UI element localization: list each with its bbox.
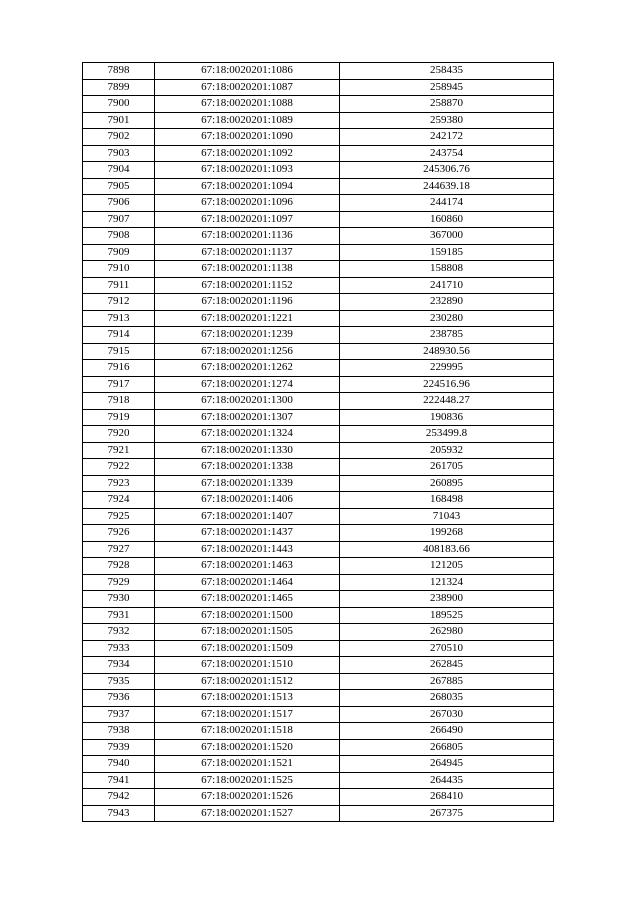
row-number-cell: 7940 [83, 756, 155, 773]
cadastral-value-cell: 238900 [340, 591, 554, 608]
row-number-cell: 7907 [83, 211, 155, 228]
cadastral-value-cell: 248930.56 [340, 343, 554, 360]
cadastral-value-cell: 159185 [340, 244, 554, 261]
cadastral-value-cell: 205932 [340, 442, 554, 459]
cadastral-value-cell: 258870 [340, 96, 554, 113]
cadastral-number-cell: 67:18:0020201:1338 [155, 459, 340, 476]
cadastral-value-cell: 259380 [340, 112, 554, 129]
cadastral-value-cell: 121324 [340, 574, 554, 591]
row-number-cell: 7923 [83, 475, 155, 492]
table-row [83, 723, 554, 740]
cadastral-value-cell: 243754 [340, 145, 554, 162]
cadastral-number-cell: 67:18:0020201:1221 [155, 310, 340, 327]
cadastral-value-cell: 222448.27 [340, 393, 554, 410]
table-row [83, 558, 554, 575]
cadastral-number-cell: 67:18:0020201:1152 [155, 277, 340, 294]
cadastral-number-cell: 67:18:0020201:1526 [155, 789, 340, 806]
table-row [83, 541, 554, 558]
table-row [83, 96, 554, 113]
table-row [83, 393, 554, 410]
table-row [83, 162, 554, 179]
row-number-cell: 7932 [83, 624, 155, 641]
cadastral-number-cell: 67:18:0020201:1437 [155, 525, 340, 542]
cadastral-value-cell: 260895 [340, 475, 554, 492]
cadastral-value-cell: 189525 [340, 607, 554, 624]
table-row [83, 640, 554, 657]
cadastral-number-cell: 67:18:0020201:1465 [155, 591, 340, 608]
row-number-cell: 7900 [83, 96, 155, 113]
row-number-cell: 7930 [83, 591, 155, 608]
cadastral-value-cell: 71043 [340, 508, 554, 525]
cadastral-number-cell: 67:18:0020201:1339 [155, 475, 340, 492]
row-number-cell: 7909 [83, 244, 155, 261]
cadastral-value-cell: 267885 [340, 673, 554, 690]
cadastral-value-table [82, 62, 554, 822]
cadastral-value-cell: 253499.8 [340, 426, 554, 443]
cadastral-number-cell: 67:18:0020201:1518 [155, 723, 340, 740]
row-number-cell: 7913 [83, 310, 155, 327]
table-row [83, 63, 554, 80]
table-row [83, 772, 554, 789]
cadastral-number-cell: 67:18:0020201:1196 [155, 294, 340, 311]
cadastral-value-cell: 241710 [340, 277, 554, 294]
row-number-cell: 7938 [83, 723, 155, 740]
table-row [83, 244, 554, 261]
cadastral-value-cell: 267030 [340, 706, 554, 723]
cadastral-number-cell: 67:18:0020201:1256 [155, 343, 340, 360]
row-number-cell: 7912 [83, 294, 155, 311]
cadastral-number-cell: 67:18:0020201:1510 [155, 657, 340, 674]
table-row [83, 459, 554, 476]
cadastral-number-cell: 67:18:0020201:1443 [155, 541, 340, 558]
cadastral-number-cell: 67:18:0020201:1512 [155, 673, 340, 690]
row-number-cell: 7924 [83, 492, 155, 509]
cadastral-number-cell: 67:18:0020201:1089 [155, 112, 340, 129]
row-number-cell: 7898 [83, 63, 155, 80]
cadastral-value-cell: 242172 [340, 129, 554, 146]
cadastral-number-cell: 67:18:0020201:1505 [155, 624, 340, 641]
table-row [83, 805, 554, 822]
row-number-cell: 7915 [83, 343, 155, 360]
cadastral-number-cell: 67:18:0020201:1330 [155, 442, 340, 459]
cadastral-value-cell: 258945 [340, 79, 554, 96]
cadastral-number-cell: 67:18:0020201:1088 [155, 96, 340, 113]
cadastral-number-cell: 67:18:0020201:1407 [155, 508, 340, 525]
cadastral-value-cell: 266805 [340, 739, 554, 756]
table-row [83, 129, 554, 146]
row-number-cell: 7918 [83, 393, 155, 410]
cadastral-number-cell: 67:18:0020201:1094 [155, 178, 340, 195]
cadastral-number-cell: 67:18:0020201:1463 [155, 558, 340, 575]
table-row [83, 607, 554, 624]
table-row [83, 739, 554, 756]
table-row [83, 261, 554, 278]
table-row [83, 228, 554, 245]
row-number-cell: 7899 [83, 79, 155, 96]
row-number-cell: 7942 [83, 789, 155, 806]
table-row [83, 442, 554, 459]
cadastral-value-cell: 408183.66 [340, 541, 554, 558]
table-row [83, 195, 554, 212]
row-number-cell: 7927 [83, 541, 155, 558]
cadastral-number-cell: 67:18:0020201:1086 [155, 63, 340, 80]
table-row [83, 277, 554, 294]
cadastral-value-cell: 168498 [340, 492, 554, 509]
table-row [83, 508, 554, 525]
table-body [83, 63, 554, 822]
cadastral-value-cell: 245306.76 [340, 162, 554, 179]
cadastral-value-cell: 229995 [340, 360, 554, 377]
row-number-cell: 7917 [83, 376, 155, 393]
row-number-cell: 7921 [83, 442, 155, 459]
row-number-cell: 7908 [83, 228, 155, 245]
table-row [83, 211, 554, 228]
row-number-cell: 7939 [83, 739, 155, 756]
cadastral-value-cell: 266490 [340, 723, 554, 740]
cadastral-value-cell: 232890 [340, 294, 554, 311]
row-number-cell: 7919 [83, 409, 155, 426]
cadastral-number-cell: 67:18:0020201:1300 [155, 393, 340, 410]
cadastral-number-cell: 67:18:0020201:1324 [155, 426, 340, 443]
row-number-cell: 7941 [83, 772, 155, 789]
cadastral-value-cell: 244174 [340, 195, 554, 212]
row-number-cell: 7943 [83, 805, 155, 822]
cadastral-number-cell: 67:18:0020201:1527 [155, 805, 340, 822]
cadastral-number-cell: 67:18:0020201:1137 [155, 244, 340, 261]
row-number-cell: 7903 [83, 145, 155, 162]
row-number-cell: 7928 [83, 558, 155, 575]
cadastral-number-cell: 67:18:0020201:1521 [155, 756, 340, 773]
table-row [83, 327, 554, 344]
table-row [83, 426, 554, 443]
cadastral-number-cell: 67:18:0020201:1509 [155, 640, 340, 657]
cadastral-number-cell: 67:18:0020201:1406 [155, 492, 340, 509]
table-row [83, 574, 554, 591]
row-number-cell: 7901 [83, 112, 155, 129]
cadastral-number-cell: 67:18:0020201:1097 [155, 211, 340, 228]
table-row [83, 112, 554, 129]
table-row [83, 657, 554, 674]
row-number-cell: 7931 [83, 607, 155, 624]
cadastral-number-cell: 67:18:0020201:1092 [155, 145, 340, 162]
table-row [83, 475, 554, 492]
cadastral-number-cell: 67:18:0020201:1090 [155, 129, 340, 146]
cadastral-value-cell: 224516.96 [340, 376, 554, 393]
table-row [83, 706, 554, 723]
cadastral-value-cell: 262845 [340, 657, 554, 674]
row-number-cell: 7935 [83, 673, 155, 690]
row-number-cell: 7911 [83, 277, 155, 294]
cadastral-value-cell: 199268 [340, 525, 554, 542]
cadastral-value-cell: 264435 [340, 772, 554, 789]
cadastral-value-cell: 262980 [340, 624, 554, 641]
cadastral-number-cell: 67:18:0020201:1517 [155, 706, 340, 723]
table-row [83, 178, 554, 195]
table-row [83, 343, 554, 360]
row-number-cell: 7905 [83, 178, 155, 195]
cadastral-value-cell: 261705 [340, 459, 554, 476]
row-number-cell: 7934 [83, 657, 155, 674]
table-row [83, 690, 554, 707]
cadastral-number-cell: 67:18:0020201:1096 [155, 195, 340, 212]
cadastral-value-cell: 230280 [340, 310, 554, 327]
cadastral-number-cell: 67:18:0020201:1093 [155, 162, 340, 179]
table-row [83, 145, 554, 162]
cadastral-value-cell: 268035 [340, 690, 554, 707]
row-number-cell: 7926 [83, 525, 155, 542]
row-number-cell: 7920 [83, 426, 155, 443]
row-number-cell: 7937 [83, 706, 155, 723]
table-row [83, 79, 554, 96]
cadastral-value-cell: 121205 [340, 558, 554, 575]
cadastral-number-cell: 67:18:0020201:1239 [155, 327, 340, 344]
row-number-cell: 7916 [83, 360, 155, 377]
cadastral-number-cell: 67:18:0020201:1525 [155, 772, 340, 789]
row-number-cell: 7910 [83, 261, 155, 278]
cadastral-number-cell: 67:18:0020201:1087 [155, 79, 340, 96]
cadastral-value-cell: 238785 [340, 327, 554, 344]
cadastral-value-cell: 258435 [340, 63, 554, 80]
cadastral-value-cell: 160860 [340, 211, 554, 228]
cadastral-number-cell: 67:18:0020201:1500 [155, 607, 340, 624]
cadastral-number-cell: 67:18:0020201:1262 [155, 360, 340, 377]
cadastral-value-cell: 190836 [340, 409, 554, 426]
row-number-cell: 7933 [83, 640, 155, 657]
cadastral-number-cell: 67:18:0020201:1138 [155, 261, 340, 278]
row-number-cell: 7906 [83, 195, 155, 212]
cadastral-number-cell: 67:18:0020201:1464 [155, 574, 340, 591]
table-row [83, 756, 554, 773]
row-number-cell: 7925 [83, 508, 155, 525]
row-number-cell: 7904 [83, 162, 155, 179]
table-row [83, 294, 554, 311]
cadastral-number-cell: 67:18:0020201:1307 [155, 409, 340, 426]
row-number-cell: 7929 [83, 574, 155, 591]
cadastral-value-cell: 264945 [340, 756, 554, 773]
cadastral-value-cell: 158808 [340, 261, 554, 278]
table-row [83, 409, 554, 426]
cadastral-value-cell: 267375 [340, 805, 554, 822]
cadastral-value-cell: 244639.18 [340, 178, 554, 195]
cadastral-value-cell: 270510 [340, 640, 554, 657]
table-row [83, 492, 554, 509]
row-number-cell: 7922 [83, 459, 155, 476]
table-row [83, 624, 554, 641]
table-row [83, 310, 554, 327]
table-row [83, 360, 554, 377]
row-number-cell: 7902 [83, 129, 155, 146]
row-number-cell: 7914 [83, 327, 155, 344]
cadastral-number-cell: 67:18:0020201:1520 [155, 739, 340, 756]
table-row [83, 789, 554, 806]
cadastral-number-cell: 67:18:0020201:1136 [155, 228, 340, 245]
cadastral-number-cell: 67:18:0020201:1513 [155, 690, 340, 707]
cadastral-number-cell: 67:18:0020201:1274 [155, 376, 340, 393]
cadastral-value-cell: 268410 [340, 789, 554, 806]
table-row [83, 376, 554, 393]
table-row [83, 673, 554, 690]
table-row [83, 525, 554, 542]
cadastral-value-cell: 367000 [340, 228, 554, 245]
row-number-cell: 7936 [83, 690, 155, 707]
table-row [83, 591, 554, 608]
